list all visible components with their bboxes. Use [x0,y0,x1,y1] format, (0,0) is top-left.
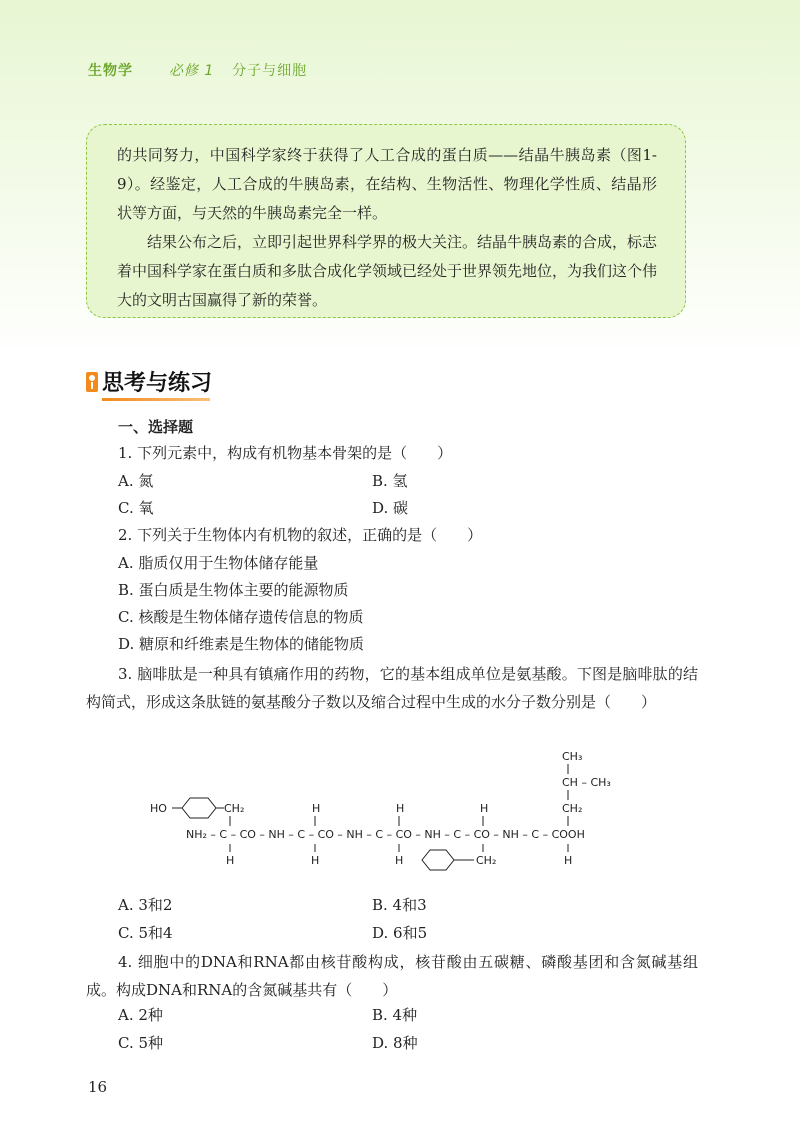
book-label: 必修 1 [168,63,215,79]
q4-option-b: B. 4种 [372,1006,418,1024]
unit-label: 分子与细胞 [232,63,308,79]
section-heading [86,364,226,398]
q4-option-d: D. 8种 [372,1034,418,1052]
struct-h-7: H [564,854,573,867]
q1-option-d: D. 碳 [372,499,409,517]
q3-option-a: A. 3和2 [118,896,173,914]
reading-paragraph-2: 结果公布之后，立即引起世界科学界的极大关注。结晶牛胰岛素的合成，标志着中国科学家在蛋白质和多肽合成化学领域已经处于世界领先地位，为我们这个伟大的文明古国赢得了新的荣誉。 [117,233,658,309]
q2-option-c: C. 核酸是生物体储存遗传信息的物质 [118,608,364,626]
struct-h-2: H [396,802,405,815]
q2-stem: 2. 下列关于生物体内有机物的叙述，正确的是（ ） [118,526,483,544]
q1-option-b: B. 氢 [372,472,408,490]
q4-stem: 4. 细胞中的DNA和RNA都由核苷酸构成，核苷酸由五碳糖、磷酸基团和含氮碱基组成。构成DNA和RNA的含氮碱基共有（ ） [86,953,698,999]
struct-h-4: H [226,854,235,867]
q2-option-d: D. 糖原和纤维素是生物体的储能物质 [118,635,365,653]
struct-ch-branch: CH – CH₃ [562,776,611,789]
struct-h-1: H [312,802,321,815]
section-title: 思考与练习 [102,371,213,396]
q4-option-a: A. 2种 [118,1006,163,1024]
q3-option-d: D. 6和5 [372,924,428,942]
q1-stem: 1. 下列元素中，构成有机物基本骨架的是（ ） [118,444,453,462]
q3-option-b: B. 4和3 [372,896,427,914]
struct-main-chain: NH₂ – C – CO – NH – C – CO – NH – C – CO – NH – C – CO – NH – C – COOH [186,828,585,841]
title-underline [102,398,210,401]
q2-option-b: B. 蛋白质是生物体主要的能源物质 [118,581,349,599]
struct-ch2-right: CH₂ [562,802,583,815]
struct-ch2-benzyl: CH₂ [476,854,497,867]
struct-h-6: H [395,854,404,867]
reading-paragraph-1: 的共同努力，中国科学家终于获得了人工合成的蛋白质——结晶牛胰岛素（图1-9）。经鉴定，人工合成的牛胰岛素，在结构、生物活性、物理化学性质、结晶形状等方面，与天然的牛胰岛素完全一样。 [117,146,657,222]
page-header [88,60,307,80]
struct-ch3-top: CH₃ [562,750,583,763]
struct-ho: HO [150,802,167,815]
q1-option-c: C. 氧 [118,499,154,517]
reading-box [86,124,686,318]
struct-ch2-left: CH₂ [224,802,245,815]
q1-option-a: A. 氮 [118,472,154,490]
key-icon [86,372,98,392]
enkephalin-structure-figure [150,748,650,876]
part1-heading: 一、选择题 [118,418,194,436]
struct-h-3: H [480,802,489,815]
subject-label: 生物学 [88,63,133,79]
q2-option-a: A. 脂质仅用于生物体储存能量 [118,554,319,572]
q3-stem: 3. 脑啡肽是一种具有镇痛作用的药物，它的基本组成单位是氨基酸。下图是脑啡肽的结构简式，形成这条肽链的氨基酸分子数以及缩合过程中生成的水分子数分别是（ ） [86,665,698,711]
q4-option-c: C. 5种 [118,1034,164,1052]
struct-h-5: H [311,854,320,867]
q3-option-c: C. 5和4 [118,924,173,942]
page-number: 16 [88,1078,108,1096]
